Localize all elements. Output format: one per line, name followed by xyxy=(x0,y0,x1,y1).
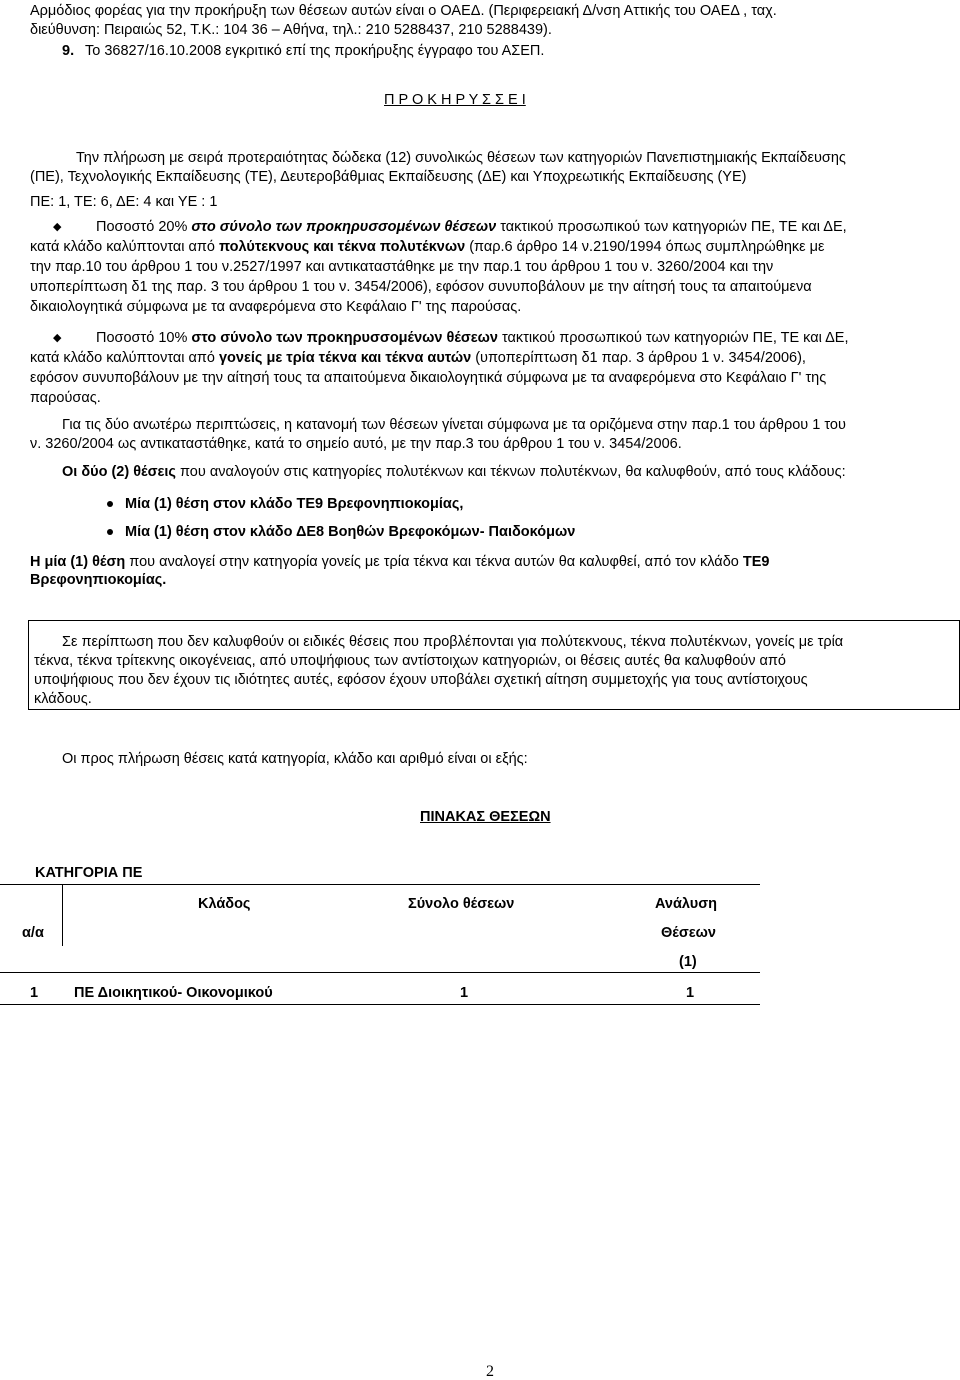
positions-intro: Οι προς πλήρωση θέσεις κατά κατηγορία, κλάδο και αριθμό είναι οι εξής: xyxy=(62,751,528,767)
document-title: Π Ρ Ο Κ Η Ρ Υ Σ Σ Ε Ι xyxy=(384,92,526,108)
bullet-icon xyxy=(107,529,113,535)
allocation-line-1: Για τις δύο ανωτέρω περιπτώσεις, η κατανομή των θέσεων γίνεται σύμφωνα με τα οριζόμενα στην παρ.1 του άρθρου 1 του xyxy=(62,417,846,433)
p20-line-4: υποπερίπτωση δ1 της παρ. 3 του άρθρου 1 του ν. 3454/2006), εφόσον συνυποβάλουν με την αίτησή τους τα απαιτούμενα xyxy=(30,279,812,295)
bullet-item-de8: Μία (1) θέση στον κλάδο ΔΕ8 Βοηθών Βρεφοκόμων- Παιδοκόμων xyxy=(125,524,576,540)
diamond-bullet-icon: ◆ xyxy=(53,332,62,344)
table-header-klados: Κλάδος xyxy=(198,896,251,912)
two-positions-line: Οι δύο (2) θέσεις που αναλογούν στις κατηγορίες πολυτέκνων και τέκνων πολυτέκνων, θα καλυφθούν, από τους κλάδους: xyxy=(62,464,846,480)
bullet-icon xyxy=(107,501,113,507)
p10-line-1: Ποσοστό 10% στο σύνολο των προκηρυσσομένων θέσεων τακτικού προσωπικού των κατηγοριών ΠΕ, ΤΕ και ΔΕ, xyxy=(96,330,849,346)
p10-line-2: κατά κλάδο καλύπτονται από γονείς με τρία τέκνα και τέκνα αυτών (υποπερίπτωση δ1 παρ. 3 άρθρου 1 ν. 3454/2006), xyxy=(30,350,806,366)
table-bottom-border xyxy=(0,1004,760,1005)
p20-line-2: κατά κλάδο καλύπτονται από πολύτεκνους και τέκνα πολυτέκνων (παρ.6 άρθρο 14 ν.2190/1994 όπως συμπληρώθηκε με xyxy=(30,239,825,255)
table-column-divider xyxy=(62,884,63,946)
table-top-border xyxy=(0,884,760,885)
category-label: ΚΑΤΗΓΟΡΙΑ ΠΕ xyxy=(35,865,143,881)
intro-line-1: Την πλήρωση με σειρά προτεραιότητας δώδεκα (12) συνολικώς θέσεων των κατηγοριών Πανεπιστημιακής Εκπαίδευσης xyxy=(76,150,846,166)
table-header-total: Σύνολο θέσεων xyxy=(408,896,515,912)
boxed-line-1: Σε περίπτωση που δεν καλυφθούν οι ειδικές θέσεις που προβλέπονται για πολύτεκνους, τέκνα πολυτέκνων, γονείς με τρία xyxy=(62,634,844,650)
header-line-2: διεύθυνση: Πειραιώς 52, Τ.Κ.: 104 36 – Αθήνα, τηλ.: 210 5288437, 210 5288439). xyxy=(30,22,552,38)
boxed-line-2: τέκνα, τέκνα τρίτεκνης οικογένειας, από υποψήφιους των αντίστοιχων κατηγοριών, οι θέσεις αυτές θα καλυφθούν από xyxy=(34,653,786,669)
one-position-line-2: Βρεφονηπιοκομίας. xyxy=(30,572,167,588)
intro-line-3: ΠΕ: 1, ΤΕ: 6, ΔΕ: 4 και ΥΕ : 1 xyxy=(30,194,218,210)
diamond-bullet-icon: ◆ xyxy=(53,221,62,233)
intro-line-2: (ΠΕ), Τεχνολογικής Εκπαίδευσης (ΤΕ), Δευτεροβάθμιας Εκπαίδευσης (ΔΕ) και Υποχρεωτικής Εκπαίδευσης (ΥΕ) xyxy=(30,169,747,185)
table-title: ΠΙΝΑΚΑΣ ΘΕΣΕΩΝ xyxy=(420,809,551,825)
bullet-item-te9: Μία (1) θέση στον κλάδο ΤΕ9 Βρεφονηπιοκομίας, xyxy=(125,496,464,512)
boxed-line-4: κλάδους. xyxy=(34,691,92,707)
p10-line-3: εφόσον συνυποβάλουν με την αίτησή τους τα απαιτούμενα δικαιολογητικά σύμφωνα με τα αναφερόμενα στο Κεφάλαιο Γ' της xyxy=(30,370,827,386)
p20-line-3: την παρ.10 του άρθρου 1 του ν.2527/1997 και αντικαταστάθηκε με την παρ.1 του άρθρου 1 του ν. 3260/2004 και την xyxy=(30,259,774,275)
allocation-line-2: ν. 3260/2004 ως αντικαταστάθηκε, κατά το σημείο αυτό, με την παρ.3 του άρθρου 1 του ν. 3454/2006. xyxy=(30,436,682,452)
p20-line-5: δικαιολογητικά σύμφωνα με τα αναφερόμενα στο Κεφάλαιο Γ' της παρούσας. xyxy=(30,299,522,315)
p20-line-1: Ποσοστό 20% στο σύνολο των προκηρυσσομένων θέσεων τακτικού προσωπικού των κατηγοριών ΠΕ, ΤΕ και ΔΕ, xyxy=(96,219,847,235)
table-header-border xyxy=(0,972,760,973)
page-number: 2 xyxy=(486,1363,494,1380)
item-9-number: 9. xyxy=(62,43,75,59)
header-line-1: Αρμόδιος φορέας για την προκήρυξη των θέσεων αυτών είναι ο ΟΑΕΔ. (Περιφερειακή Δ/νση Αττικής του ΟΑΕΔ , ταχ. xyxy=(30,3,777,19)
table-header-analysis-3: (1) xyxy=(679,954,697,970)
table-cell-aa: 1 xyxy=(30,985,39,1001)
item-9-text: Το 36827/16.10.2008 εγκριτικό επί της προκήρυξης έγγραφο του ΑΣΕΠ. xyxy=(85,43,545,59)
table-header-analysis-1: Ανάλυση xyxy=(655,896,717,912)
boxed-line-3: υποψήφιους που δεν έχουν τις ιδιότητες αυτές, εφόσον έχουν υποβάλει σχετική αίτηση συμμετοχής για τους αντίστοιχους xyxy=(34,672,808,688)
table-cell-total: 1 xyxy=(460,985,469,1001)
table-cell-klados: ΠΕ Διοικητικού- Οικονομικού xyxy=(74,985,273,1001)
p10-line-4: παρούσας. xyxy=(30,390,101,406)
table-header-analysis-2: Θέσεων xyxy=(661,925,716,941)
table-cell-analysis: 1 xyxy=(686,985,695,1001)
one-position-line-1: Η μία (1) θέση που αναλογεί στην κατηγορία γονείς με τρία τέκνα και τέκνα αυτών θα καλυφθεί, από τον κλάδο ΤΕ9 xyxy=(30,554,770,570)
table-header-aa: α/α xyxy=(22,925,44,941)
